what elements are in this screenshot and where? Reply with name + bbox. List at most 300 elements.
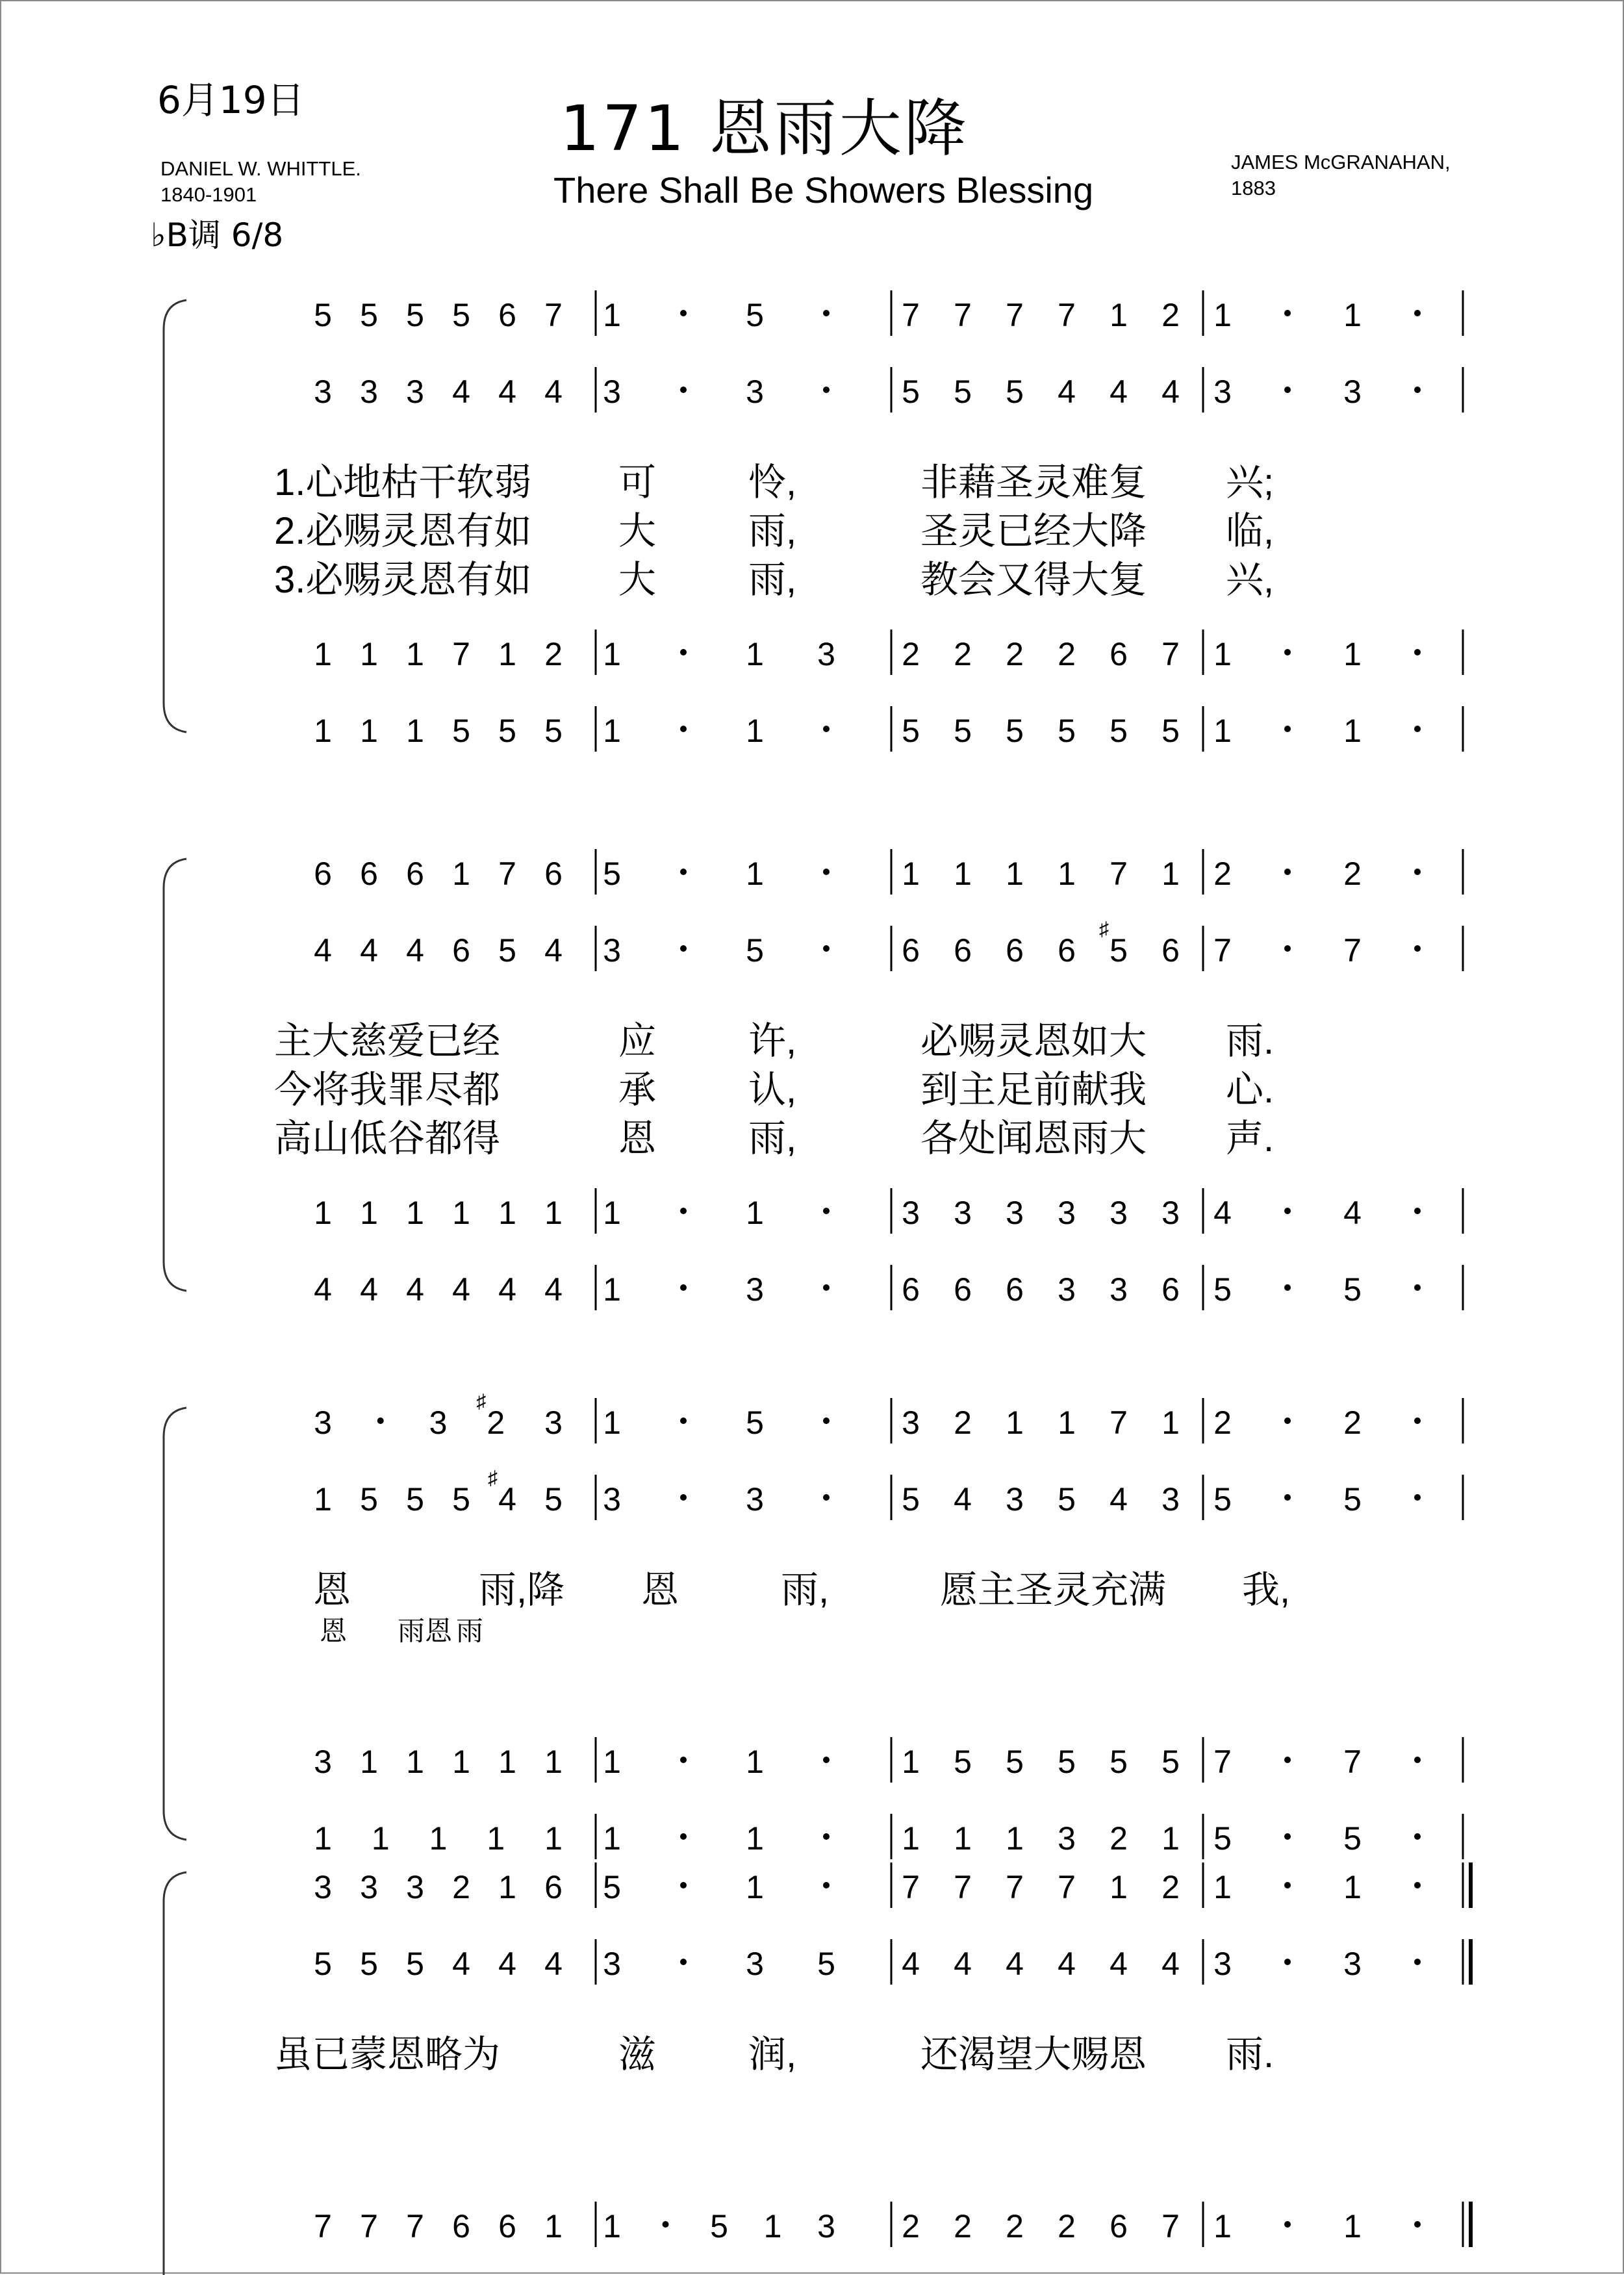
sharp-accidental: ♯: [476, 1391, 487, 1412]
note-part4: 1: [314, 713, 332, 749]
note-part1: 6: [406, 856, 424, 892]
note-part3: 1: [746, 636, 764, 672]
note-part1: 3: [360, 1869, 378, 1905]
lyric-text: 到主足前献我: [920, 1069, 1147, 1111]
rhythm-dot: [823, 310, 830, 316]
rhythm-dot: [1414, 726, 1421, 732]
note-part2: 4: [1110, 1946, 1128, 1982]
note-part3: 6: [452, 2208, 470, 2244]
note-part2: 4: [1110, 374, 1128, 410]
note-part3: 1: [1213, 2208, 1232, 2244]
note-part3: 7: [452, 636, 470, 672]
note-part1: 6: [498, 297, 516, 333]
lyric-text: 恩: [313, 1569, 351, 1611]
note-part1: 5: [360, 297, 378, 333]
rhythm-dot: [1414, 1833, 1421, 1840]
note-part1: 5: [406, 297, 424, 333]
note-part2: 5: [954, 374, 972, 410]
rhythm-dot: [823, 1284, 830, 1291]
note-part2: 4: [360, 932, 378, 969]
rhythm-dot: [1284, 310, 1291, 316]
lyric-text: 雨,降: [479, 1569, 565, 1611]
rhythm-dot: [1284, 1417, 1291, 1424]
lyric-text: 兴,: [1226, 559, 1275, 601]
lyric-text: 我,: [1242, 1569, 1291, 1611]
note-part3: 1: [498, 636, 516, 672]
note-part2: 4: [544, 1946, 563, 1982]
lyric-text: 虽已蒙恩略为: [274, 2033, 501, 2076]
note-part2: 3: [746, 1481, 764, 1518]
note-part2: 6: [1058, 932, 1076, 969]
date-label: 6月19日: [157, 78, 305, 122]
rhythm-dot: [680, 945, 687, 952]
note-part3: 1: [452, 1744, 470, 1780]
note-part4: 1: [746, 713, 764, 749]
rhythm-dot: [680, 1959, 687, 1965]
rhythm-dot: [1284, 2221, 1291, 2228]
note-part3: 3: [817, 2208, 835, 2244]
note-part2: 3: [603, 1481, 621, 1518]
rhythm-dot: [823, 1833, 830, 1840]
note-part2: 6: [452, 932, 470, 969]
rhythm-dot: [1284, 869, 1291, 875]
note-part3: 5: [1110, 1744, 1128, 1780]
rhythm-dot: [377, 1417, 384, 1424]
note-part1: 7: [902, 1869, 920, 1905]
note-part4: 1: [1343, 713, 1362, 749]
lyric-text: 雨,: [748, 559, 797, 601]
note-part4: 6: [954, 1271, 972, 1308]
note-part3: 5: [1006, 1744, 1024, 1780]
note-part1: 1: [603, 1404, 621, 1441]
note-part3: 3: [954, 1195, 972, 1231]
note-part1: 6: [360, 856, 378, 892]
lyric-text: 大: [618, 559, 657, 601]
note-part3: 5: [1161, 1744, 1180, 1780]
note-part4: 4: [314, 1271, 332, 1308]
note-part4: 5: [1006, 713, 1024, 749]
note-part2: 5: [360, 1946, 378, 1982]
note-part1: 7: [498, 856, 516, 892]
note-part2: 4: [314, 932, 332, 969]
hymn-subtitle: There Shall Be Showers Blessing: [553, 170, 1094, 210]
note-part3: 1: [498, 1744, 516, 1780]
lyric-text: 怜,: [748, 461, 797, 503]
note-part3: 5: [710, 2208, 728, 2244]
note-part3: 6: [1110, 636, 1128, 672]
note-part4: 6: [1161, 1271, 1180, 1308]
rhythm-dot: [680, 1882, 687, 1888]
note-part2: 5: [406, 1946, 424, 1982]
rhythm-dot: [1414, 1494, 1421, 1501]
small-lyric-text: 恩: [320, 1616, 348, 1646]
note-part3: 6: [1110, 2208, 1128, 2244]
note-part2: 4: [902, 1946, 920, 1982]
note-part1: 1: [746, 856, 764, 892]
lyric-text: 教会又得大复: [920, 559, 1147, 601]
note-part2: 4: [1110, 1481, 1128, 1518]
lyric-text: 可: [618, 461, 657, 503]
lyric-text: 认,: [748, 1069, 797, 1111]
rhythm-dot: [823, 1417, 830, 1424]
note-part3: 1: [603, 2208, 621, 2244]
sharp-accidental: ♯: [1099, 919, 1109, 940]
note-part3: 3: [1110, 1195, 1128, 1231]
note-part3: 5: [954, 1744, 972, 1780]
numbered-notation-score: [1, 1, 1624, 2275]
note-part1: 2: [1343, 1404, 1362, 1441]
note-part2: 3: [406, 374, 424, 410]
note-part1: 1: [603, 297, 621, 333]
note-part4: 4: [498, 1271, 516, 1308]
note-part1: 7: [1110, 1404, 1128, 1441]
lyric-text: 愿主圣灵充满: [940, 1569, 1167, 1611]
sharp-accidental: ♯: [488, 1468, 498, 1489]
note-part3: 2: [954, 2208, 972, 2244]
note-part4: 6: [902, 1271, 920, 1308]
rhythm-dot: [680, 726, 687, 732]
note-part2: 4: [498, 1946, 516, 1982]
system-brace: [164, 300, 186, 732]
note-part3: 2: [902, 2208, 920, 2244]
lyric-text: 非藉圣灵难复: [920, 461, 1147, 503]
note-part2: 4: [1006, 1946, 1024, 1982]
note-part3: 1: [746, 1195, 764, 1231]
note-part2: 7: [1213, 932, 1232, 969]
note-part1: 1: [954, 856, 972, 892]
note-part3: 2: [1006, 636, 1024, 672]
note-part1: 7: [544, 297, 563, 333]
lyric-text: 雨,: [748, 510, 797, 552]
note-part2: 4: [452, 1946, 470, 1982]
note-part4: 1: [954, 1820, 972, 1857]
note-part1: 5: [452, 297, 470, 333]
note-part3: 1: [544, 2208, 563, 2244]
note-part2: 1: [314, 1481, 332, 1518]
note-part1: 5: [603, 1869, 621, 1905]
note-part4: 4: [406, 1271, 424, 1308]
note-part2: 5: [406, 1481, 424, 1518]
note-part2: 3: [1161, 1481, 1180, 1518]
hymn-title: 171 恩雨大降: [560, 92, 969, 165]
note-part2: 3: [1213, 374, 1232, 410]
note-part4: 5: [1058, 713, 1076, 749]
note-part4: 1: [314, 1820, 332, 1857]
rhythm-dot: [680, 1757, 687, 1763]
note-part1: 2: [1161, 297, 1180, 333]
note-part4: 5: [452, 713, 470, 749]
note-part1: 1: [1058, 856, 1076, 892]
note-part2: 5: [544, 1481, 563, 1518]
note-part3: 1: [544, 1195, 563, 1231]
note-part2: 4: [1058, 374, 1076, 410]
note-part1: 3: [314, 1404, 332, 1441]
note-part4: 5: [954, 713, 972, 749]
note-part3: 7: [406, 2208, 424, 2244]
rhythm-dot: [1414, 2221, 1421, 2228]
note-part4: 3: [1110, 1271, 1128, 1308]
note-part4: 1: [371, 1820, 390, 1857]
note-part3: 1: [544, 1744, 563, 1780]
note-part1: 7: [902, 297, 920, 333]
note-part1: 7: [1110, 856, 1128, 892]
note-part2: 3: [1343, 1946, 1362, 1982]
rhythm-dot: [680, 1833, 687, 1840]
lyricist-name: DANIEL W. WHITTLE.: [160, 157, 361, 180]
note-part2: 5: [817, 1946, 835, 1982]
lyric-text: 润,: [748, 2033, 797, 2076]
note-part1: 5: [746, 297, 764, 333]
note-part4: 5: [1213, 1820, 1232, 1857]
note-part1: 7: [1058, 1869, 1076, 1905]
note-part2: 5: [1006, 374, 1024, 410]
note-part2: 4: [1161, 374, 1180, 410]
rhythm-dot: [1284, 649, 1291, 655]
note-part4: 4: [544, 1271, 563, 1308]
note-part1: 7: [954, 1869, 972, 1905]
note-part3: 2: [954, 636, 972, 672]
note-part2: 3: [360, 374, 378, 410]
note-part1: 2: [487, 1404, 505, 1441]
note-part1: 1: [1213, 1869, 1232, 1905]
lyric-text: 应: [618, 1020, 657, 1062]
note-part4: 1: [603, 1271, 621, 1308]
note-part2: 5: [902, 374, 920, 410]
note-part4: 5: [1343, 1820, 1362, 1857]
note-part2: 4: [1058, 1946, 1076, 1982]
note-part1: 2: [954, 1404, 972, 1441]
system-brace: [164, 1408, 186, 1840]
rhythm-dot: [1414, 1417, 1421, 1424]
note-part2: 3: [1006, 1481, 1024, 1518]
note-part2: 5: [1343, 1481, 1362, 1518]
note-part1: 1: [1343, 297, 1362, 333]
composer-year: 1883: [1231, 177, 1276, 199]
note-part4: 5: [1110, 713, 1128, 749]
note-part1: 7: [954, 297, 972, 333]
note-part1: 1: [1058, 1404, 1076, 1441]
note-part3: 1: [314, 1195, 332, 1231]
note-part1: 5: [603, 856, 621, 892]
note-part3: 7: [314, 2208, 332, 2244]
note-part1: 3: [314, 1869, 332, 1905]
note-part4: 1: [603, 713, 621, 749]
note-part1: 2: [1213, 1404, 1232, 1441]
note-part1: 7: [1006, 297, 1024, 333]
lyric-text: 今将我罪尽都: [274, 1069, 501, 1111]
note-part1: 2: [1213, 856, 1232, 892]
note-part3: 1: [746, 1744, 764, 1780]
note-part3: 1: [902, 1744, 920, 1780]
note-part2: 7: [1343, 932, 1362, 969]
note-part4: 1: [746, 1820, 764, 1857]
note-part3: 3: [1058, 1195, 1076, 1231]
rhythm-dot: [1414, 1757, 1421, 1763]
note-part4: 5: [1213, 1271, 1232, 1308]
note-part4: 1: [406, 713, 424, 749]
note-part4: 1: [429, 1820, 448, 1857]
note-part3: 1: [406, 1744, 424, 1780]
note-part4: 5: [544, 713, 563, 749]
note-part2: 4: [406, 932, 424, 969]
note-part3: 2: [1058, 636, 1076, 672]
rhythm-dot: [1414, 1284, 1421, 1291]
lyric-text: 还渴望大赐恩: [920, 2033, 1147, 2076]
lyric-text: 各处闻恩雨大: [920, 1117, 1147, 1160]
note-part2: 6: [1006, 932, 1024, 969]
lyric-text: 恩: [618, 1117, 657, 1160]
lyric-text: 雨.: [1226, 1020, 1275, 1062]
note-part1: 6: [544, 1869, 563, 1905]
lyric-text: 临,: [1226, 510, 1275, 552]
note-part2: 5: [902, 1481, 920, 1518]
note-part3: 1: [1343, 2208, 1362, 2244]
note-part1: 1: [1006, 856, 1024, 892]
note-part1: 3: [544, 1404, 563, 1441]
lyricist-years: 1840-1901: [160, 183, 257, 206]
small-lyric-text: 雨恩: [398, 1616, 453, 1646]
note-part2: 4: [544, 932, 563, 969]
lyric-text: 高山低谷都得: [274, 1117, 501, 1160]
note-part1: 1: [1110, 297, 1128, 333]
rhythm-dot: [1284, 1208, 1291, 1214]
note-part2: 5: [452, 1481, 470, 1518]
note-part4: 5: [1343, 1271, 1362, 1308]
note-part3: 4: [1343, 1195, 1362, 1231]
note-part3: 3: [1006, 1195, 1024, 1231]
note-part4: 5: [902, 713, 920, 749]
note-part2: 3: [603, 374, 621, 410]
note-part4: 1: [1006, 1820, 1024, 1857]
note-part3: 1: [406, 1195, 424, 1231]
note-part1: 7: [1058, 297, 1076, 333]
note-part2: 4: [544, 374, 563, 410]
note-part3: 1: [763, 2208, 782, 2244]
note-part1: 2: [452, 1869, 470, 1905]
note-part1: 1: [902, 856, 920, 892]
rhythm-dot: [1284, 1882, 1291, 1888]
rhythm-dot: [680, 1284, 687, 1291]
note-part4: 2: [1110, 1820, 1128, 1857]
note-part4: 1: [1161, 1820, 1180, 1857]
note-part2: 6: [1161, 932, 1180, 969]
note-part3: 7: [1161, 636, 1180, 672]
note-part3: 1: [498, 1195, 516, 1231]
note-part4: 3: [746, 1271, 764, 1308]
note-part3: 1: [314, 636, 332, 672]
note-part3: 1: [360, 636, 378, 672]
note-part2: 5: [360, 1481, 378, 1518]
note-part1: 2: [1161, 1869, 1180, 1905]
note-part3: 6: [498, 2208, 516, 2244]
note-part2: 3: [746, 1946, 764, 1982]
note-part1: 1: [746, 1869, 764, 1905]
rhythm-dot: [1284, 1833, 1291, 1840]
note-part1: 1: [1343, 1869, 1362, 1905]
note-part1: 1: [498, 1869, 516, 1905]
note-part2: 4: [498, 1481, 516, 1518]
note-part3: 1: [360, 1744, 378, 1780]
note-part3: 7: [360, 2208, 378, 2244]
rhythm-dot: [1414, 387, 1421, 393]
lyric-text: 大: [618, 510, 657, 552]
note-part3: 4: [1213, 1195, 1232, 1231]
rhythm-dot: [823, 945, 830, 952]
note-part4: 1: [360, 713, 378, 749]
rhythm-dot: [1284, 1959, 1291, 1965]
lyric-text: 兴;: [1226, 461, 1275, 503]
note-part2: 4: [498, 374, 516, 410]
note-part4: 1: [1213, 713, 1232, 749]
note-part1: 2: [1343, 856, 1362, 892]
note-part4: 5: [498, 713, 516, 749]
note-part3: 1: [603, 1744, 621, 1780]
note-part2: 3: [603, 932, 621, 969]
note-part1: 1: [452, 856, 470, 892]
note-part1: 5: [314, 297, 332, 333]
note-part1: 1: [1006, 1404, 1024, 1441]
note-part1: 1: [1110, 1869, 1128, 1905]
rhythm-dot: [1284, 1494, 1291, 1501]
note-part4: 1: [544, 1820, 563, 1857]
rhythm-dot: [1284, 1284, 1291, 1291]
rhythm-dot: [680, 310, 687, 316]
rhythm-dot: [680, 1208, 687, 1214]
note-part4: 1: [603, 1820, 621, 1857]
note-part1: 1: [1161, 1404, 1180, 1441]
note-part2: 3: [746, 374, 764, 410]
note-part3: 2: [1058, 2208, 1076, 2244]
note-part2: 5: [498, 932, 516, 969]
rhythm-dot: [823, 869, 830, 875]
rhythm-dot: [680, 387, 687, 393]
note-part3: 7: [1213, 1744, 1232, 1780]
rhythm-dot: [1284, 387, 1291, 393]
rhythm-dot: [1414, 1882, 1421, 1888]
note-part3: 2: [1006, 2208, 1024, 2244]
rhythm-dot: [680, 1494, 687, 1501]
rhythm-dot: [1284, 945, 1291, 952]
rhythm-dot: [1414, 1208, 1421, 1214]
note-part3: 1: [603, 636, 621, 672]
rhythm-dot: [1414, 1959, 1421, 1965]
note-part2: 3: [603, 1946, 621, 1982]
rhythm-dot: [1414, 945, 1421, 952]
note-part2: 4: [1161, 1946, 1180, 1982]
note-part1: 6: [544, 856, 563, 892]
note-part2: 6: [902, 932, 920, 969]
note-part3: 7: [1343, 1744, 1362, 1780]
lyric-text: 3.必赐灵恩有如: [274, 559, 532, 601]
rhythm-dot: [823, 1882, 830, 1888]
note-part2: 5: [746, 932, 764, 969]
key-signature: ♭B调 6/8: [151, 216, 284, 254]
system-brace: [164, 1872, 186, 2275]
rhythm-dot: [1414, 869, 1421, 875]
note-part2: 5: [1110, 932, 1128, 969]
note-part2: 6: [954, 932, 972, 969]
rhythm-dot: [1414, 310, 1421, 316]
lyric-text: 雨,: [781, 1569, 830, 1611]
note-part4: 3: [1058, 1271, 1076, 1308]
rhythm-dot: [823, 387, 830, 393]
lyric-text: 承: [618, 1069, 657, 1111]
note-part1: 6: [314, 856, 332, 892]
note-part1: 3: [902, 1404, 920, 1441]
small-lyric-text: 雨: [456, 1616, 484, 1646]
composer-name: JAMES McGRANAHAN,: [1231, 151, 1451, 173]
note-part3: 3: [1161, 1195, 1180, 1231]
